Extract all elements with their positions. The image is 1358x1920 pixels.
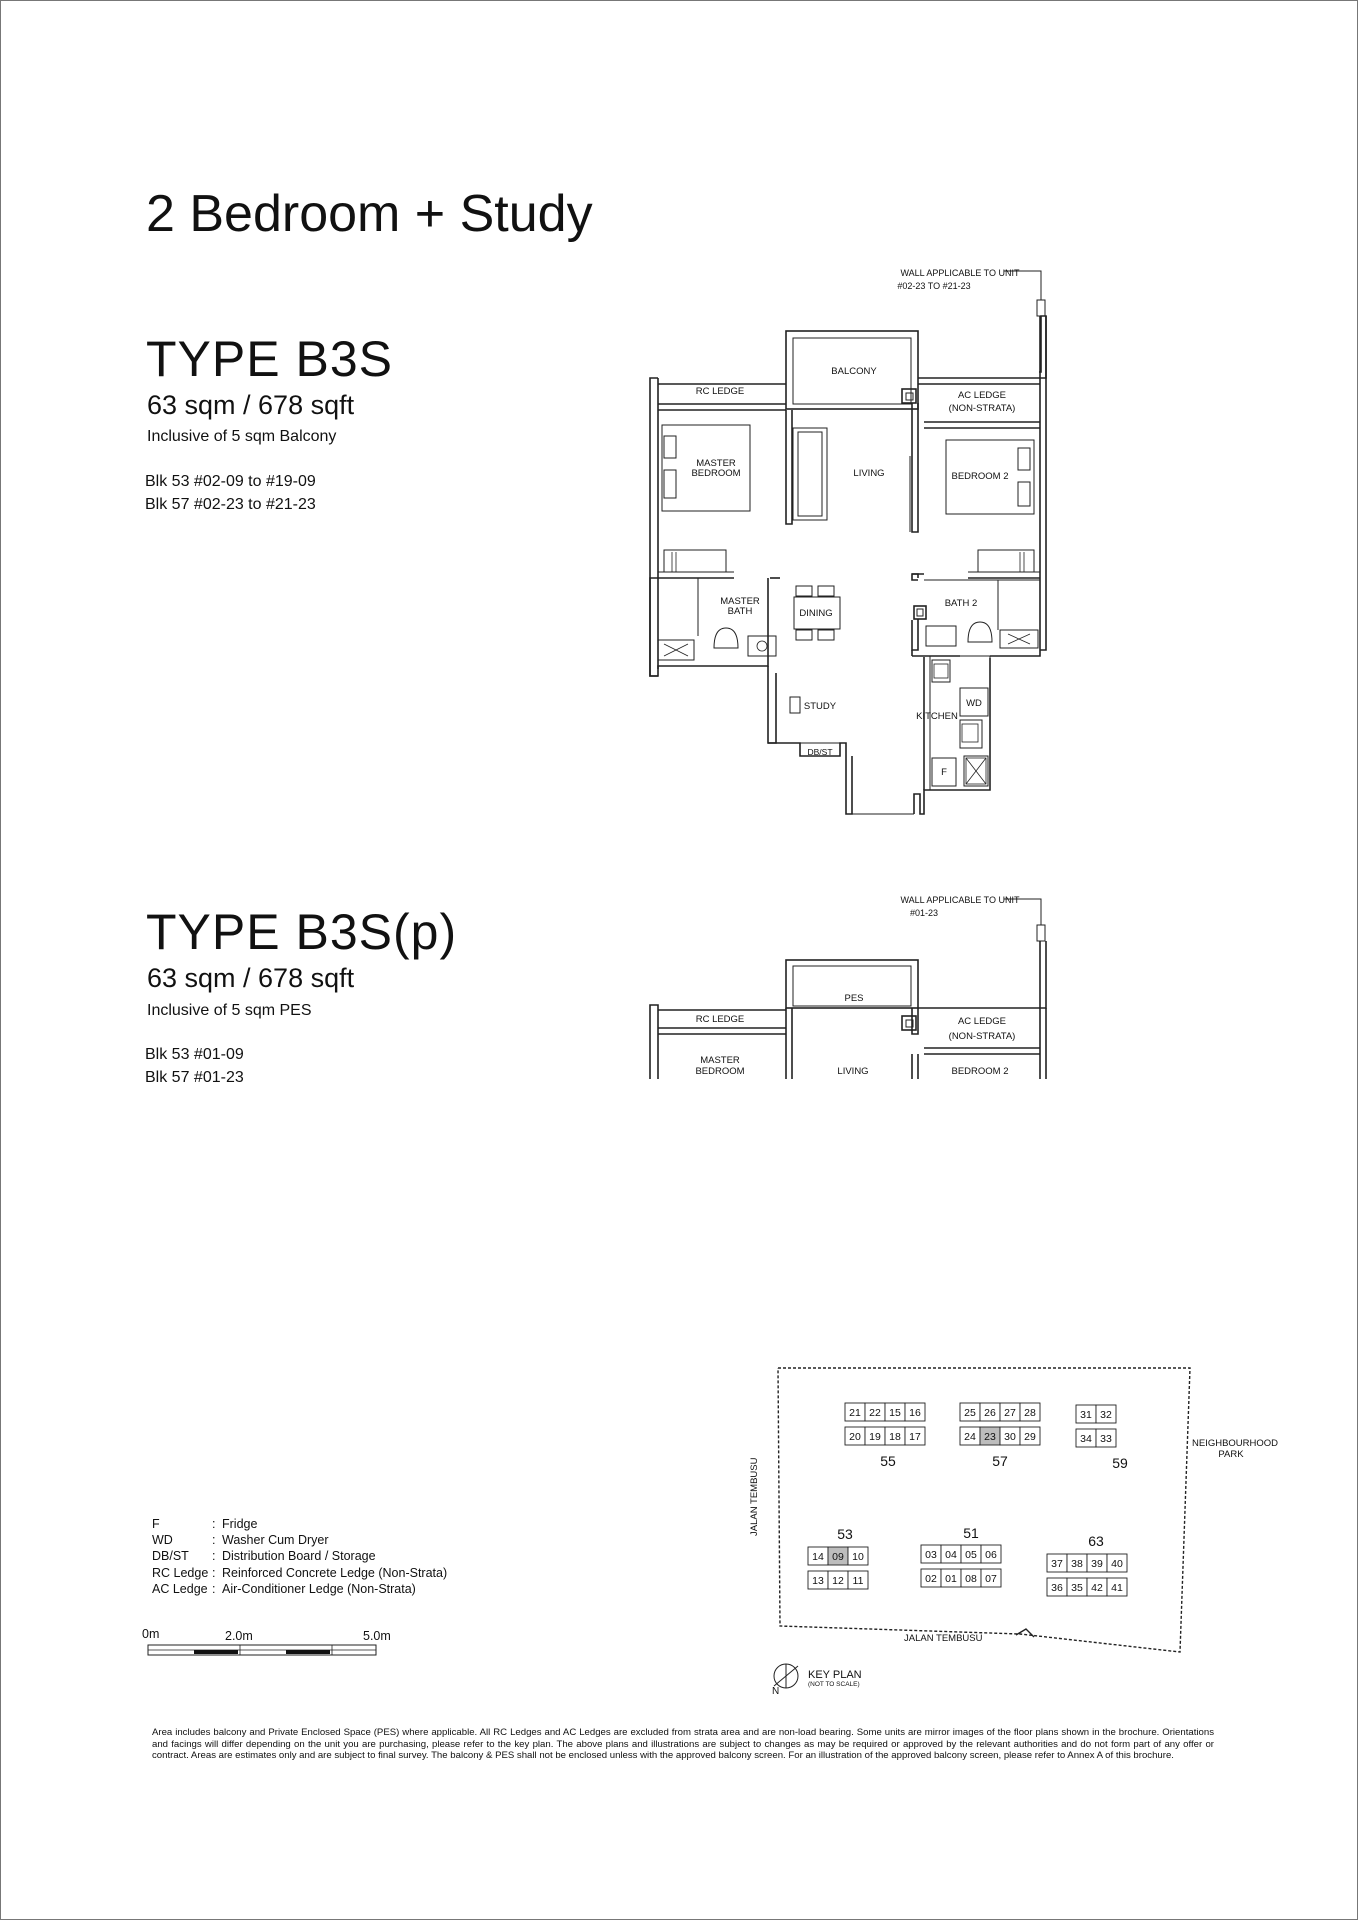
legend [152, 1516, 447, 1597]
label-ac-ledge-non-strata: (NON-STRATA) [948, 1031, 1016, 1042]
label-living: LIVING [853, 468, 885, 479]
label-master-bedroom: MASTER [700, 1055, 740, 1066]
disclaimer: Area includes balcony and Private Enclosed Space (PES) where applicable. All RC Ledges and AC Ledges are excluded from strata area and are non-load bearing. Some units are mirror images of the floor plans shown in the brochure. Orientations and facings will differ depending on the unit you are purchasing, please refer to the key plan. The above plans and illustrations are subject to changes as may be required or approved by the relevant authorities and do not form part of any offer or contract. Areas are estimates only and are subject to final survey. The balcony & PES shall not be enclosed unless with the approved balcony screen. For an illustration of the approved balcony screen, please refer to Annex A of this brochure. [152, 1727, 1214, 1762]
key-plan-unit-label: 04 [945, 1549, 957, 1561]
key-plan-unit-label: 01 [945, 1573, 957, 1585]
key-plan-unit-label: 36 [1051, 1582, 1063, 1594]
label-kitchen: KITCHEN [916, 711, 958, 722]
key-plan-block-number: 53 [837, 1526, 853, 1542]
label-balcony: BALCONY [831, 366, 877, 377]
label-db-st: DB/ST [807, 747, 833, 757]
label-pes: PES [844, 993, 864, 1004]
type-b3s-area: 63 sqm / 678 sqft [147, 390, 355, 420]
type-b3sp-unit-2: Blk 57 #01-23 [145, 1069, 244, 1086]
key-plan-unit-label: 26 [984, 1407, 996, 1419]
label-master-bath: MASTER [720, 596, 760, 607]
key-plan-block [808, 1526, 868, 1589]
key-plan-unit-label: 18 [889, 1431, 901, 1443]
key-plan-unit-label: 14 [812, 1551, 824, 1563]
label-dining: DINING [799, 608, 833, 619]
key-plan-unit-label: 02 [925, 1573, 937, 1585]
legend-row: F : Fridge [152, 1517, 258, 1531]
label-wall-note-units: #02-23 TO #21-23 [897, 281, 971, 291]
label-wd: WD [966, 698, 982, 709]
legend-value: Distribution Board / Storage [222, 1549, 376, 1564]
label-wall-note-units: #01-23 [909, 908, 939, 918]
key-plan-unit-label: 34 [1080, 1433, 1092, 1445]
key-plan-block-number: 57 [992, 1453, 1008, 1469]
key-plan-unit-label: 20 [849, 1431, 861, 1443]
key-plan-subtitle: (NOT TO SCALE) [808, 1681, 860, 1688]
scale-label-5: 5.0m [363, 1629, 391, 1643]
label-rc-ledge: RC LEDGE [695, 386, 745, 397]
label-rc-ledge: RC LEDGE [695, 1014, 745, 1025]
key-plan-unit-label: 12 [832, 1575, 844, 1587]
type-b3sp-title: TYPE B3S(p) [146, 904, 458, 960]
key-plan-block-number: 63 [1088, 1533, 1104, 1549]
key-plan-unit-label: 16 [909, 1407, 921, 1419]
label-master-bath: BATH [727, 606, 753, 617]
key-plan-block [921, 1525, 1001, 1587]
key-plan-unit-label: 17 [909, 1431, 921, 1443]
legend-key: F [152, 1517, 160, 1531]
label-master-bedroom: MASTER [696, 458, 736, 469]
label-study: STUDY [803, 701, 837, 712]
key-plan-unit-label: 13 [812, 1575, 824, 1587]
label-master-bedroom: BEDROOM [695, 1066, 745, 1077]
key-plan-unit-label: 06 [985, 1549, 997, 1561]
key-plan-unit-label: 21 [849, 1407, 861, 1419]
page-title: 2 Bedroom + Study [146, 185, 593, 243]
label-ac-ledge-non-strata: (NON-STRATA) [948, 403, 1016, 414]
key-plan-block-number: 51 [963, 1525, 979, 1541]
label-master-bedroom: BEDROOM [691, 468, 741, 479]
legend-value: Air-Conditioner Ledge (Non-Strata) [222, 1581, 416, 1596]
legend-value: Reinforced Concrete Ledge (Non-Strata) [222, 1565, 448, 1580]
label-ac-ledge: AC LEDGE [957, 1016, 1007, 1027]
legend-row: WD : Washer Cum Dryer [152, 1533, 329, 1548]
key-plan-block [845, 1403, 925, 1469]
key-plan-road-left: JALAN TEMBUSU [749, 1457, 760, 1536]
key-plan-unit-label: 28 [1024, 1407, 1036, 1419]
type-b3s-unit-2: Blk 57 #02-23 to #21-23 [145, 496, 316, 513]
key-plan-unit-label: 08 [965, 1573, 977, 1585]
key-plan-park-line1: NEIGHBOURHOOD [1192, 1438, 1279, 1449]
label-bedroom-2: BEDROOM 2 [951, 1066, 1009, 1077]
key-plan-unit-label: 39 [1091, 1558, 1103, 1570]
key-plan-unit-label: 05 [965, 1549, 977, 1561]
label-bedroom-2: BEDROOM 2 [951, 471, 1009, 482]
key-plan-unit-label: 32 [1100, 1409, 1112, 1421]
key-plan-unit-label: 31 [1080, 1409, 1092, 1421]
key-plan-unit-label: 10 [852, 1551, 864, 1563]
key-plan-title: KEY PLAN [808, 1669, 862, 1681]
legend-key: AC Ledge [152, 1581, 208, 1596]
key-plan-block-number: 59 [1112, 1455, 1128, 1471]
key-plan-unit-label: 25 [964, 1407, 976, 1419]
key-plan-unit-label: 29 [1024, 1431, 1036, 1443]
label-fridge: F [941, 767, 947, 778]
key-plan-unit-label: 42 [1091, 1582, 1103, 1594]
north-label: N [772, 1686, 780, 1697]
key-plan-unit-label: 24 [964, 1431, 976, 1443]
key-plan-unit-label: 15 [889, 1407, 901, 1419]
key-plan-unit-label: 38 [1071, 1558, 1083, 1570]
floor-plan-b3sp [640, 899, 1050, 1080]
label-ac-ledge: AC LEDGE [957, 390, 1007, 401]
key-plan-unit-label: 07 [985, 1573, 997, 1585]
key-plan-unit-label: 37 [1051, 1558, 1063, 1570]
key-plan-unit-label: 23 [984, 1431, 996, 1443]
key-plan-park-line2: PARK [1218, 1449, 1244, 1460]
legend-row: DB/ST : Distribution Board / Storage [152, 1549, 376, 1564]
legend-key: WD [152, 1533, 173, 1548]
floor-plan-b3s [650, 271, 1046, 814]
type-b3s-unit-1: Blk 53 #02-09 to #19-09 [145, 473, 316, 490]
key-plan-unit-label: 03 [925, 1549, 937, 1561]
legend-row: RC Ledge : Reinforced Concrete Ledge (Non-Strata) [152, 1565, 448, 1580]
type-b3s-title: TYPE B3S [146, 331, 393, 387]
key-plan-park [1192, 1438, 1279, 1460]
key-plan-unit-label: 09 [832, 1551, 844, 1563]
key-plan-unit-label: 22 [869, 1407, 881, 1419]
key-plan-unit-label: 33 [1100, 1433, 1112, 1445]
label-living: LIVING [837, 1066, 869, 1077]
key-plan-block [960, 1403, 1040, 1469]
type-b3s-inclusive-note: Inclusive of 5 sqm Balcony [147, 428, 337, 445]
type-b3sp-unit-1: Blk 53 #01-09 [145, 1046, 244, 1063]
label-wall-note: WALL APPLICABLE TO UNIT [900, 895, 1020, 905]
scale-label-2: 2.0m [225, 1629, 253, 1643]
key-plan-unit-label: 27 [1004, 1407, 1016, 1419]
legend-key: RC Ledge [152, 1565, 209, 1580]
key-plan-unit-label: 41 [1111, 1582, 1123, 1594]
legend-value: Fridge [222, 1517, 258, 1531]
key-plan-block [1076, 1405, 1128, 1471]
key-plan-unit-label: 30 [1004, 1431, 1016, 1443]
legend-row: AC Ledge : Air-Conditioner Ledge (Non-Strata) [152, 1581, 416, 1596]
key-plan-block [1047, 1533, 1127, 1596]
label-bath-2: BATH 2 [944, 598, 978, 609]
type-b3sp-area: 63 sqm / 678 sqft [147, 963, 355, 993]
scale-label-0: 0m [142, 1627, 160, 1641]
key-plan-unit-label: 11 [852, 1575, 864, 1587]
label-wall-note: WALL APPLICABLE TO UNIT [900, 268, 1020, 278]
key-plan-unit-label: 35 [1071, 1582, 1083, 1594]
legend-value: Washer Cum Dryer [222, 1533, 329, 1548]
key-plan-block-number: 55 [880, 1453, 896, 1469]
scale-bar [146, 1643, 380, 1659]
type-b3sp-inclusive-note: Inclusive of 5 sqm PES [147, 1002, 312, 1019]
key-plan-road-bottom: JALAN TEMBUSU [904, 1633, 983, 1644]
key-plan-unit-label: 19 [869, 1431, 881, 1443]
legend-key: DB/ST [152, 1549, 189, 1564]
key-plan-unit-label: 40 [1111, 1558, 1123, 1570]
